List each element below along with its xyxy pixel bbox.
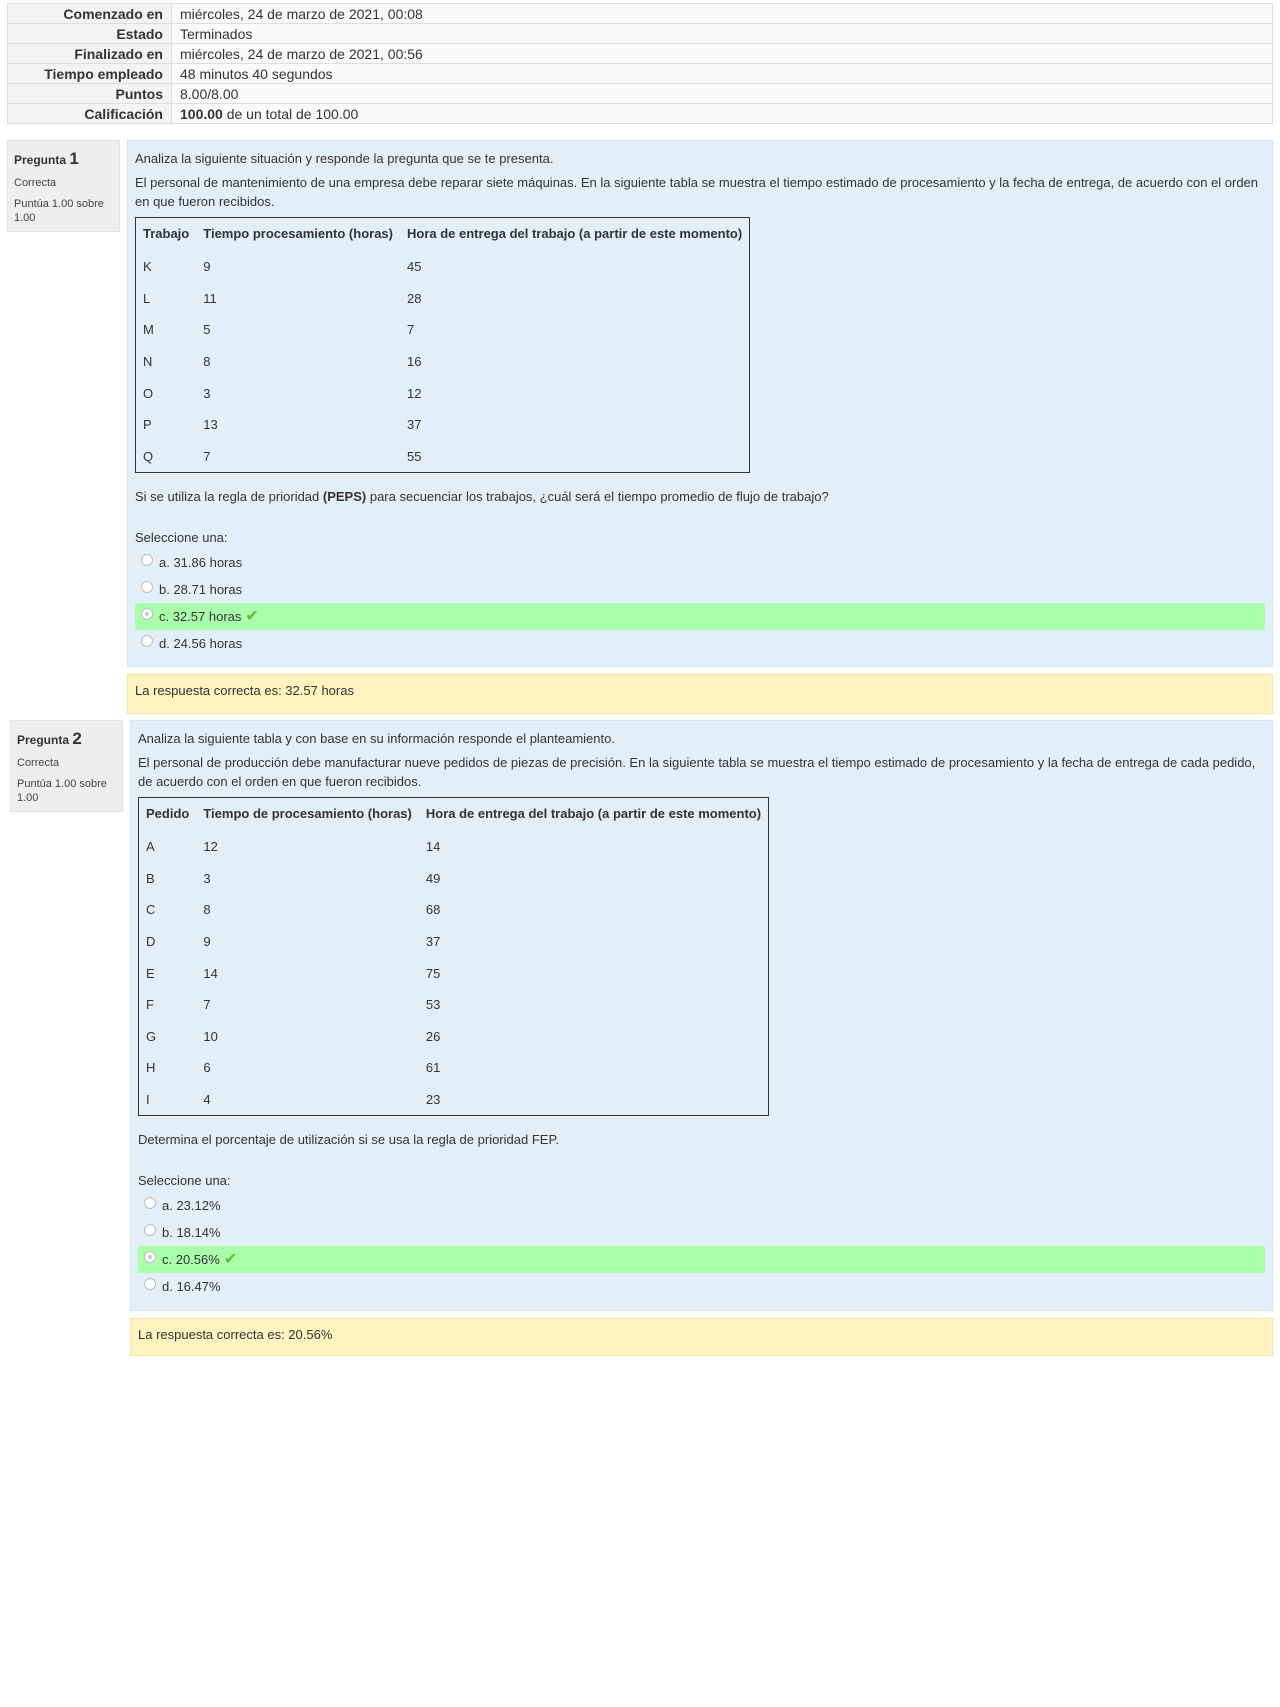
question-title: Pregunta 1	[14, 149, 79, 168]
question-prompt: Determina el porcentaje de utilización si se usa la regla de prioridad FEP.	[138, 1131, 560, 1147]
summary-value: 8.00/8.00	[172, 84, 1273, 104]
question-grade: Puntúa 1.00 sobre 1.00	[14, 198, 104, 224]
table-cell: 3	[203, 870, 211, 886]
radio-button[interactable]	[144, 1251, 156, 1263]
question-state: Correcta	[17, 757, 60, 769]
table-cell: G	[146, 1028, 157, 1044]
question-state: Correcta	[14, 177, 57, 189]
summary-value: Terminados	[172, 24, 1273, 44]
summary-value: miércoles, 24 de marzo de 2021, 00:56	[172, 44, 1273, 64]
summary-value	[172, 104, 1273, 124]
table-cell: 55	[407, 448, 422, 464]
table-row	[139, 1052, 769, 1084]
table-cell: N	[143, 354, 153, 370]
answer-option-b[interactable]	[138, 1219, 1265, 1246]
table-cell: 7	[203, 448, 211, 464]
option-label: a. 23.12%	[162, 1197, 221, 1213]
orders-table	[138, 797, 769, 1116]
table-cell: 9	[203, 934, 211, 950]
table-cell: 53	[425, 997, 441, 1013]
summary-row-grade	[8, 104, 1273, 124]
question-formulation-2	[130, 720, 1273, 1311]
table-cell: 7	[407, 322, 415, 338]
question-feedback-2: La respuesta correcta es: 20.56%	[130, 1318, 1273, 1356]
table-cell: 11	[203, 290, 217, 306]
table-row	[139, 863, 769, 895]
radio-button[interactable]	[141, 608, 153, 620]
summary-row-finished	[8, 44, 1273, 64]
question-number: 2	[72, 729, 82, 748]
question-intro: Analiza la siguiente tabla y con base en su información responde el planteamiento.	[138, 731, 615, 746]
check-icon: ✔	[223, 1250, 238, 1268]
table-cell: 26	[425, 1028, 441, 1044]
table-cell: 14	[425, 839, 441, 855]
table-cell: D	[146, 934, 156, 950]
summary-row-started	[8, 4, 1273, 24]
table-row	[139, 957, 769, 989]
table-cell: C	[146, 902, 156, 918]
attempt-summary-table	[7, 3, 1273, 124]
table-cell: P	[143, 417, 152, 433]
table-header: Tiempo de procesamiento (horas)	[203, 806, 412, 821]
table-cell: 45	[407, 259, 422, 275]
table-cell: I	[146, 1091, 150, 1107]
table-cell: 7	[203, 997, 211, 1013]
radio-button[interactable]	[144, 1224, 156, 1236]
table-cell: 68	[425, 902, 441, 918]
table-cell: E	[146, 965, 155, 981]
summary-label: Finalizado en	[8, 44, 172, 64]
option-label: d. 16.47%	[162, 1278, 221, 1294]
table-header: Pedido	[146, 806, 190, 821]
summary-label: Comenzado en	[8, 4, 172, 24]
answer-option-a[interactable]	[135, 549, 1265, 576]
radio-button[interactable]	[141, 554, 153, 566]
answer-options	[135, 549, 1265, 657]
table-header: Hora de entrega del trabajo (a partir de este momento)	[425, 806, 762, 821]
table-row	[139, 831, 769, 863]
radio-button[interactable]	[144, 1197, 156, 1209]
summary-label: Tiempo empleado	[8, 64, 172, 84]
question-info-2	[10, 720, 123, 812]
question-feedback-1: La respuesta correcta es: 32.57 horas	[127, 674, 1273, 714]
table-row	[139, 1084, 769, 1116]
answer-option-a[interactable]	[138, 1192, 1265, 1219]
answer-option-c[interactable]	[135, 603, 1265, 630]
table-cell: 23	[425, 1091, 441, 1107]
table-cell: 5	[203, 322, 211, 338]
question-text: El personal de producción debe manufacturar nueve pedidos de piezas de precisión. En la siguiente tabla se muestra el tiempo estimado de procesamiento y la fecha de entrega de cada pedido, de acuerdo con el orden en que fueron recibidos.	[138, 755, 1256, 789]
table-cell: 3	[203, 385, 211, 401]
grade-value: 100.00	[180, 105, 223, 122]
question-number: 1	[69, 149, 79, 168]
jobs-table	[135, 217, 750, 473]
answer-option-c[interactable]	[138, 1246, 1265, 1273]
summary-row-marks	[8, 84, 1273, 104]
option-label: c. 20.56%	[162, 1251, 220, 1267]
table-row	[136, 251, 750, 283]
option-label: b. 18.14%	[162, 1224, 221, 1240]
table-row	[136, 441, 750, 473]
table-row	[136, 314, 750, 346]
table-cell: L	[143, 290, 151, 306]
table-row	[136, 409, 750, 441]
table-cell: H	[146, 1060, 156, 1076]
table-cell: 13	[203, 417, 218, 433]
select-label: Seleccione una:	[135, 529, 228, 545]
option-label: b. 28.71 horas	[159, 581, 243, 597]
radio-button[interactable]	[144, 1278, 156, 1290]
table-row	[139, 926, 769, 958]
question-prompt: Si se utiliza la regla de prioridad (PEPS) para secuenciar los trabajos, ¿cuál será el tiempo promedio de flujo de trabajo?	[135, 488, 829, 504]
summary-row-state	[8, 24, 1273, 44]
table-cell: 49	[425, 870, 441, 886]
question-intro: Analiza la siguiente situación y responde la pregunta que se te presenta.	[135, 151, 554, 166]
table-cell: F	[146, 997, 154, 1013]
summary-label: Estado	[8, 24, 172, 44]
summary-label: Calificación	[8, 104, 172, 124]
table-cell: K	[143, 259, 152, 275]
table-row	[136, 377, 750, 409]
table-row	[136, 283, 750, 315]
check-icon: ✔	[245, 607, 259, 625]
answer-option-d[interactable]	[138, 1273, 1265, 1300]
question-text: El personal de mantenimiento de una empresa debe reparar siete máquinas. En la siguiente tabla se muestra el tiempo estimado de procesamiento y la fecha de entrega, de acuerdo con el orden en que fueron recibidos.	[135, 175, 1259, 209]
question-formulation-1	[127, 140, 1273, 667]
summary-value: 48 minutos 40 segundos	[172, 64, 1273, 84]
summary-label: Puntos	[8, 84, 172, 104]
table-header: Hora de entrega del trabajo (a partir de este momento)	[407, 226, 743, 241]
table-cell: A	[146, 839, 155, 855]
table-cell: 12	[407, 385, 422, 401]
table-cell: 75	[425, 965, 441, 981]
summary-row-time-taken	[8, 64, 1273, 84]
radio-button[interactable]	[141, 581, 153, 593]
table-row	[139, 1021, 769, 1053]
table-cell: B	[146, 870, 155, 886]
table-cell: Q	[143, 448, 154, 464]
table-cell: 14	[203, 965, 218, 981]
option-label: a. 31.86 horas	[159, 554, 243, 570]
table-cell: 9	[203, 259, 211, 275]
table-cell: 10	[203, 1028, 218, 1044]
table-cell: 28	[407, 290, 422, 306]
select-label: Seleccione una:	[138, 1172, 231, 1188]
table-cell: O	[143, 385, 154, 401]
table-row	[139, 989, 769, 1021]
table-cell: 37	[407, 417, 422, 433]
answer-option-d[interactable]	[135, 630, 1265, 657]
option-label: d. 24.56 horas	[159, 635, 243, 651]
table-cell: 4	[203, 1091, 211, 1107]
table-row	[139, 894, 769, 926]
table-header: Trabajo	[143, 226, 190, 241]
answer-options	[138, 1192, 1265, 1300]
question-title: Pregunta 2	[17, 729, 82, 748]
table-cell: 6	[203, 1060, 211, 1076]
answer-option-b[interactable]	[135, 576, 1265, 603]
question-grade: Puntúa 1.00 sobre 1.00	[17, 778, 107, 804]
table-cell: M	[143, 322, 154, 338]
grade-total: de un total de 100.00	[222, 105, 359, 122]
question-info-1	[7, 140, 120, 232]
option-label: c. 32.57 horas	[159, 608, 242, 624]
table-header: Tiempo procesamiento (horas)	[203, 226, 393, 241]
table-cell: 8	[203, 354, 211, 370]
table-cell: 8	[203, 902, 211, 918]
table-cell: 12	[203, 839, 218, 855]
summary-value: miércoles, 24 de marzo de 2021, 00:08	[172, 4, 1273, 24]
table-cell: 16	[407, 354, 422, 370]
table-cell: 37	[425, 934, 441, 950]
table-row	[136, 346, 750, 378]
table-cell: 61	[425, 1060, 441, 1076]
radio-button[interactable]	[141, 635, 153, 647]
